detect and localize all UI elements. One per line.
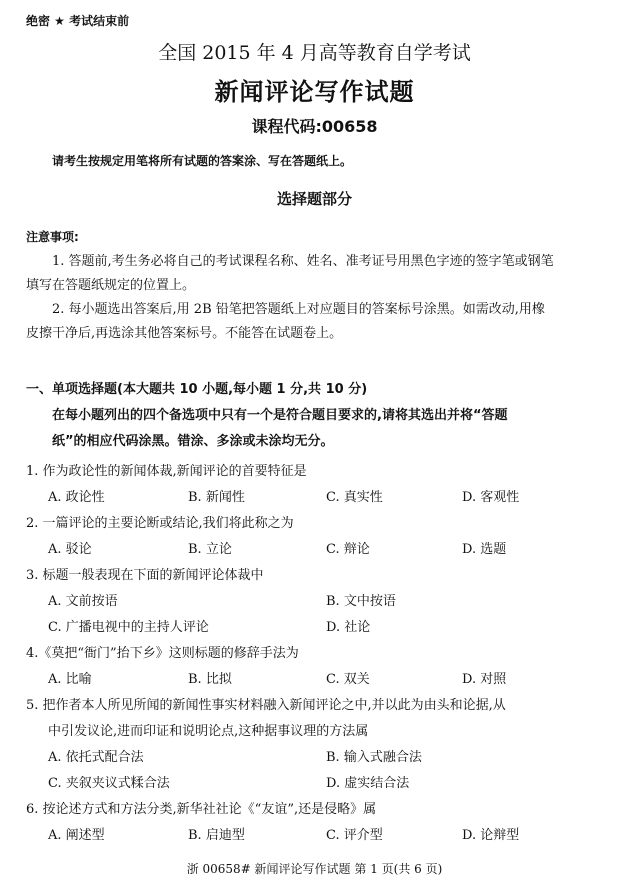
- question-4-stem: 4.《莫把“衙门”抬下乡》这则标题的修辞手法为: [26, 646, 299, 661]
- question-6-option-a: A. 阐述型: [48, 828, 105, 843]
- question-3-option-a: A. 文前按语: [48, 594, 118, 609]
- exam-title: 新闻评论写作试题: [214, 78, 415, 106]
- question-5-option-b: B. 输入式融合法: [326, 750, 422, 765]
- part1-desc: 在每小题列出的四个备选项中只有一个是符合题目要求的,请将其选出并将“答题: [52, 408, 508, 423]
- question-6-option-c: C. 评介型: [326, 828, 383, 843]
- question-5-option-c: C. 夹叙夹议式糅合法: [48, 776, 170, 791]
- question-1-option-b: B. 新闻性: [188, 490, 245, 505]
- question-1-option-c: C. 真实性: [326, 490, 383, 505]
- question-4-option-c: C. 双关: [326, 672, 370, 687]
- notes-heading: 注意事项:: [26, 230, 79, 244]
- question-1-option-a: A. 政论性: [48, 490, 105, 505]
- section-title: 选择题部分: [276, 190, 352, 208]
- part1-desc-cont: 纸”的相应代码涂黑。错涂、多涂或未涂均无分。: [52, 434, 334, 449]
- question-2-stem: 2. 一篇评论的主要论断或结论,我们将此称之为: [26, 516, 294, 531]
- question-5-option-d: D. 虚实结合法: [326, 776, 410, 791]
- question-1-option-d: D. 客观性: [462, 490, 520, 505]
- note-item-2: 2. 每小题选出答案后,用 2B 铅笔把答题纸上对应题目的答案标号涂黑。如需改动,用橡: [52, 302, 545, 317]
- question-4-option-a: A. 比喻: [48, 672, 92, 687]
- note-item-1: 1. 答题前,考生务必将自己的考试课程名称、姓名、准考证号用黑色字迹的签字笔或钢笔: [52, 254, 554, 269]
- question-6-option-d: D. 论辩型: [462, 828, 520, 843]
- question-2-option-a: A. 驳论: [48, 542, 92, 557]
- question-2-option-b: B. 立论: [188, 542, 232, 557]
- part1-heading: 一、单项选择题(本大题共 10 小题,每小题 1 分,共 10 分): [26, 382, 368, 397]
- question-2-option-c: C. 辩论: [326, 542, 370, 557]
- question-4-option-b: B. 比拟: [188, 672, 232, 687]
- question-5-stem: 5. 把作者本人所见所闻的新闻性事实材料融入新闻评论之中,并以此为由头和论据,从: [26, 698, 506, 713]
- question-1-stem: 1. 作为政论性的新闻体裁,新闻评论的首要特征是: [26, 464, 307, 479]
- instruction: 请考生按规定用笔将所有试题的答案涂、写在答题纸上。: [52, 154, 353, 168]
- note-item-2-cont: 皮擦干净后,再选涂其他答案标号。不能答在试题卷上。: [26, 326, 343, 341]
- question-2-option-d: D. 选题: [462, 542, 507, 557]
- question-3-stem: 3. 标题一般表现在下面的新闻评论体裁中: [26, 568, 264, 583]
- page-footer: 浙 00658# 新闻评论写作试题 第 1 页(共 6 页): [186, 862, 443, 876]
- question-5-stem-cont: 中引发议论,进而印证和说明论点,这种据事议理的方法属: [48, 724, 369, 739]
- question-6-stem: 6. 按论述方式和方法分类,新华社社论《“友谊”,还是侵略》属: [26, 802, 377, 817]
- note-item-1-cont: 填写在答题纸规定的位置上。: [26, 278, 196, 293]
- question-5-option-a: A. 依托式配合法: [48, 750, 144, 765]
- question-3-option-c: C. 广播电视中的主持人评论: [48, 620, 209, 635]
- question-4-option-d: D. 对照: [462, 672, 507, 687]
- question-3-option-b: B. 文中按语: [326, 594, 396, 609]
- confidential-mark: 绝密 ★ 考试结束前: [26, 14, 130, 28]
- question-6-option-b: B. 启迪型: [188, 828, 245, 843]
- exam-name: 全国 2015 年 4 月高等教育自学考试: [158, 42, 471, 64]
- question-3-option-d: D. 社论: [326, 620, 371, 635]
- course-code: 课程代码:00658: [251, 117, 378, 136]
